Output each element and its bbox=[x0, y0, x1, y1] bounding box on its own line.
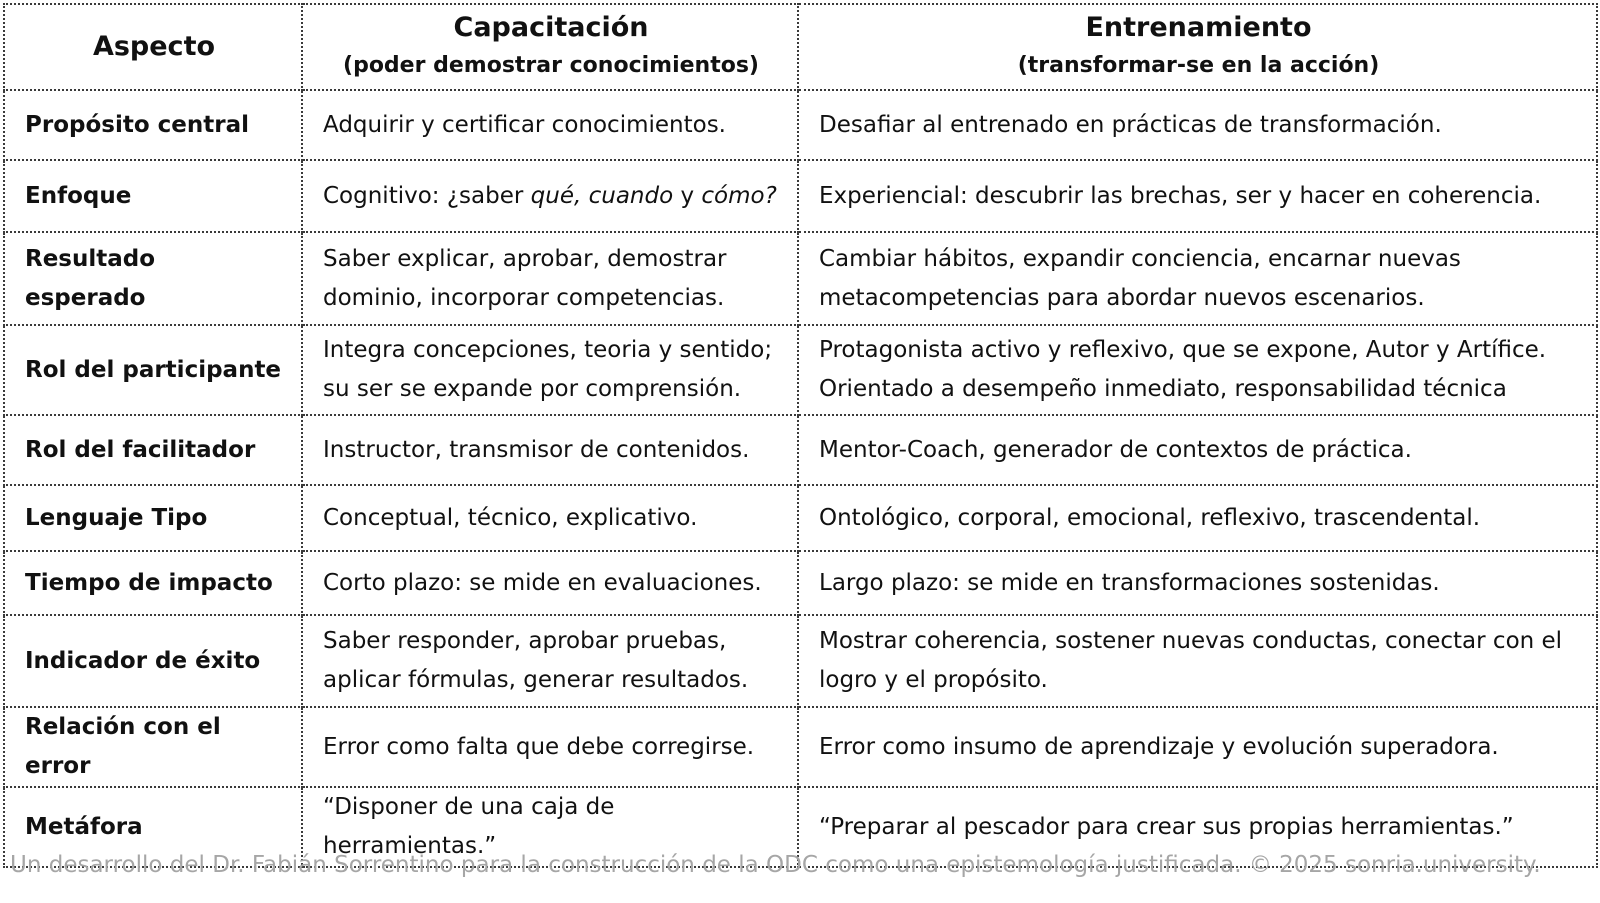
capacitacion-cell: Instructor, transmisor de contenidos. bbox=[302, 415, 798, 485]
table-row bbox=[4, 707, 1597, 787]
entrenamiento-cell: Largo plazo: se mide en transformaciones sostenidas. bbox=[798, 551, 1597, 615]
aspect-cell: Tiempo de impacto bbox=[4, 551, 302, 615]
aspect-cell: Rol del participante bbox=[4, 325, 302, 415]
table-header-row bbox=[4, 4, 1597, 90]
aspect-cell: Enfoque bbox=[4, 160, 302, 232]
header-capacitacion bbox=[302, 4, 798, 90]
entrenamiento-cell: Ontológico, corporal, emocional, reflexivo, trascendental. bbox=[798, 485, 1597, 551]
entrenamiento-cell: Protagonista activo y reflexivo, que se expone, Autor y Artífice. Orientado a desempeño inmediato, responsabilidad técnica bbox=[798, 325, 1597, 415]
aspect-cell: Indicador de éxito bbox=[4, 615, 302, 707]
entrenamiento-cell: “Preparar al pescador para crear sus propias herramientas.” bbox=[798, 787, 1597, 867]
capacitacion-cell: Adquirir y certificar conocimientos. bbox=[302, 90, 798, 160]
entrenamiento-cell: Experiencial: descubrir las brechas, ser y hacer en coherencia. bbox=[798, 160, 1597, 232]
capacitacion-cell bbox=[302, 160, 798, 232]
header-aspect-label: Aspecto bbox=[92, 30, 216, 62]
capacitacion-cell: Conceptual, técnico, explicativo. bbox=[302, 485, 798, 551]
aspect-cell: Lenguaje Tipo bbox=[4, 485, 302, 551]
aspect-cell: Rol del facilitador bbox=[4, 415, 302, 485]
capacitacion-cell: Saber explicar, aprobar, demostrar dominio, incorporar competencias. bbox=[302, 232, 798, 325]
entrenamiento-cell: Error como insumo de aprendizaje y evolución superadora. bbox=[798, 707, 1597, 787]
entrenamiento-cell: Mentor-Coach, generador de contextos de práctica. bbox=[798, 415, 1597, 485]
entrenamiento-cell: Mostrar coherencia, sostener nuevas conductas, conectar con el logro y el propósito. bbox=[798, 615, 1597, 707]
capacitacion-cell: Integra concepciones, teoria y sentido; su ser se expande por comprensión. bbox=[302, 325, 798, 415]
table-row bbox=[4, 485, 1597, 551]
header-capacitacion-title: Capacitación bbox=[453, 12, 649, 43]
header-capacitacion-subtitle: (poder demostrar conocimientos) bbox=[343, 53, 759, 78]
enfoque-italic-como: cómo? bbox=[701, 182, 777, 209]
table-row bbox=[4, 160, 1597, 232]
header-aspect bbox=[4, 4, 302, 90]
footer-credit: Un desarrollo del Dr. Fabián Sorrentino para la construcción de la ODC como una epistemología justificada. © 2025 sonria.university. bbox=[10, 852, 1541, 878]
table-row bbox=[4, 325, 1597, 415]
entrenamiento-cell: Cambiar hábitos, expandir conciencia, encarnar nuevas metacompetencias para abordar nuevos escenarios. bbox=[798, 232, 1597, 325]
capacitacion-cell: Corto plazo: se mide en evaluaciones. bbox=[302, 551, 798, 615]
table-row bbox=[4, 415, 1597, 485]
table-row bbox=[4, 232, 1597, 325]
aspect-cell: Metáfora bbox=[4, 787, 302, 867]
enfoque-prefix: Cognitivo: ¿saber bbox=[323, 182, 531, 209]
comparison-table bbox=[3, 3, 1598, 868]
header-entrenamiento bbox=[798, 4, 1597, 90]
aspect-cell: Relación con el error bbox=[4, 707, 302, 787]
comparison-table-container bbox=[3, 3, 1596, 868]
entrenamiento-cell: Desafiar al entrenado en prácticas de transformación. bbox=[798, 90, 1597, 160]
capacitacion-cell: Error como falta que debe corregirse. bbox=[302, 707, 798, 787]
capacitacion-cell: “Disponer de una caja de herramientas.” bbox=[302, 787, 798, 867]
header-entrenamiento-title: Entrenamiento bbox=[1085, 12, 1312, 43]
table-row bbox=[4, 551, 1597, 615]
capacitacion-cell: Saber responder, aprobar pruebas, aplicar fórmulas, generar resultados. bbox=[302, 615, 798, 707]
aspect-cell: Propósito central bbox=[4, 90, 302, 160]
header-entrenamiento-subtitle: (transformar-se en la acción) bbox=[1017, 53, 1380, 78]
enfoque-italic-que-cuando: qué, cuando bbox=[530, 182, 674, 209]
table-row bbox=[4, 90, 1597, 160]
enfoque-mid: y bbox=[673, 182, 702, 209]
table-row bbox=[4, 615, 1597, 707]
aspect-cell: Resultado esperado bbox=[4, 232, 302, 325]
